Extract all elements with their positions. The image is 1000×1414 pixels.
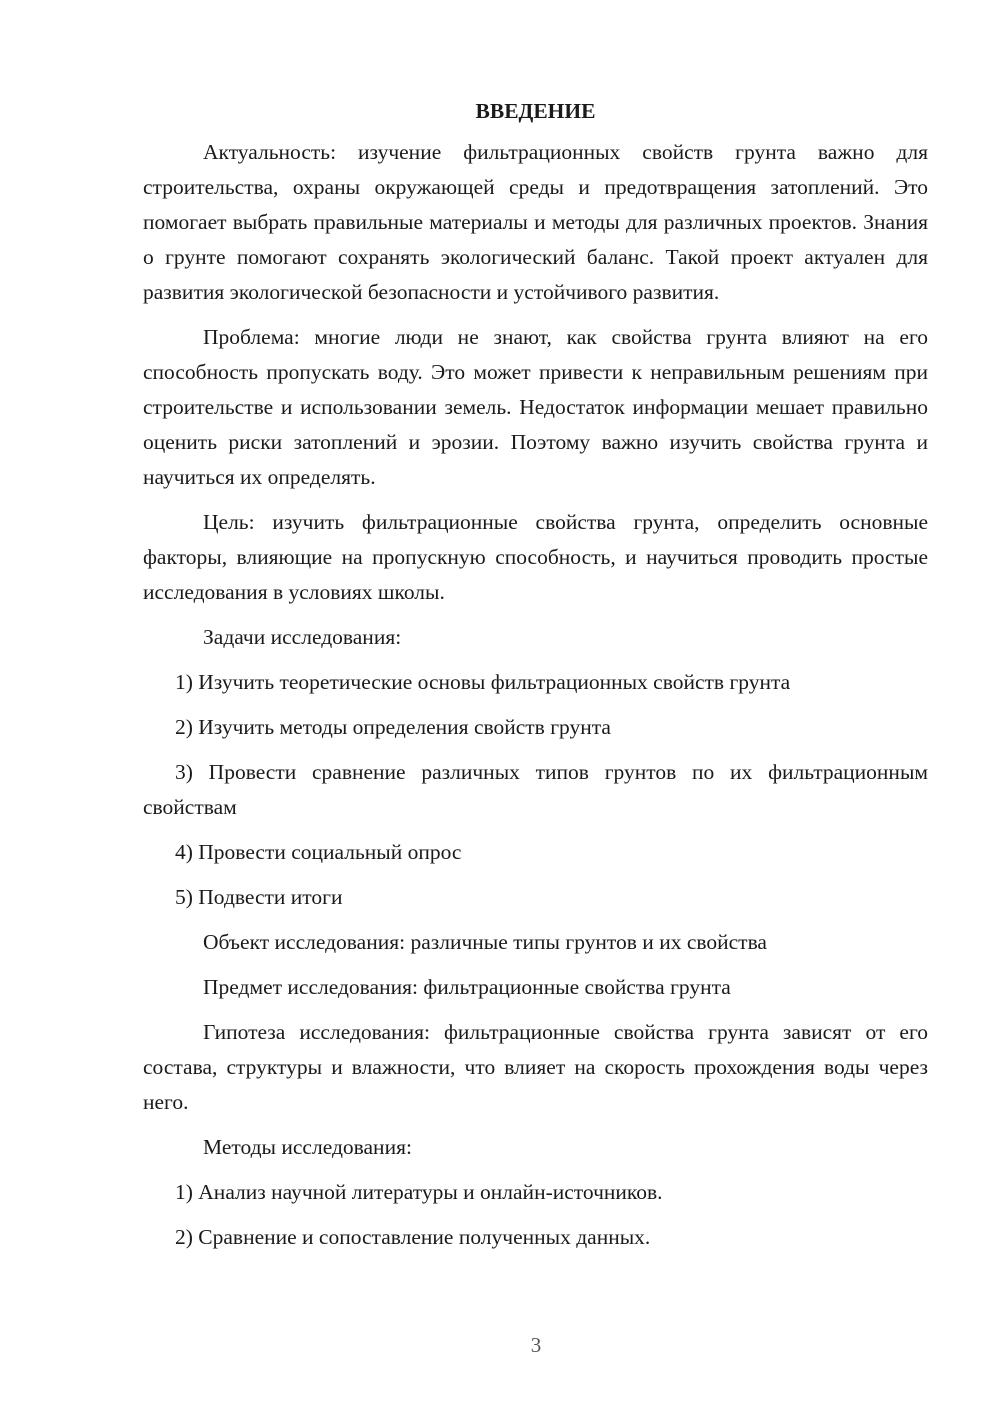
paragraph-problem: Проблема: многие люди не знают, как свойства грунта влияют на его способность пропускать воду. Это может привести к неправильным решениям при строительстве и использовании земель. Недостаток информации мешает правильно оценить риски затоплений и эрозии. Поэтому важно изучить свойства грунта и научиться их определять. xyxy=(143,325,928,489)
research-hypothesis: Гипотеза исследования: фильтрационные свойства грунта зависят от его состава, структуры и влажности, что влияет на скорость прохождения воды через него. xyxy=(143,1020,928,1114)
tasks-heading: Задачи исследования: xyxy=(203,625,402,649)
task-item: 5) Подвести итоги xyxy=(175,885,343,909)
section-title: ВВЕДЕНИЕ xyxy=(475,99,596,123)
method-item: 1) Анализ научной литературы и онлайн-источников. xyxy=(175,1180,663,1204)
research-object: Объект исследования: различные типы грунтов и их свойства xyxy=(203,930,767,954)
task-item: 3) Провести сравнение различных типов грунтов по их фильтрационным свойствам xyxy=(143,760,928,819)
task-item: 2) Изучить методы определения свойств грунта xyxy=(175,715,611,739)
paragraph-relevance: Актуальность: изучение фильтрационных свойств грунта важно для строительства, охраны окружающей среды и предотвращения затоплений. Это помогает выбрать правильные материалы и методы для различных проектов. Знания о грунте помогают сохранять экологический баланс. Такой проект актуален для развития экологической безопасности и устойчивого развития. xyxy=(143,140,928,304)
page-number: 3 xyxy=(530,1333,542,1357)
method-item: 2) Сравнение и сопоставление полученных данных. xyxy=(175,1225,651,1249)
research-subject: Предмет исследования: фильтрационные свойства грунта xyxy=(203,975,731,999)
paragraph-goal: Цель: изучить фильтрационные свойства грунта, определить основные факторы, влияющие на пропускную способность, и научиться проводить простые исследования в условиях школы. xyxy=(143,510,928,604)
task-item: 4) Провести социальный опрос xyxy=(175,840,462,864)
document-page xyxy=(143,94,928,1265)
methods-heading: Методы исследования: xyxy=(203,1135,412,1159)
task-item: 1) Изучить теоретические основы фильтрационных свойств грунта xyxy=(175,670,791,694)
